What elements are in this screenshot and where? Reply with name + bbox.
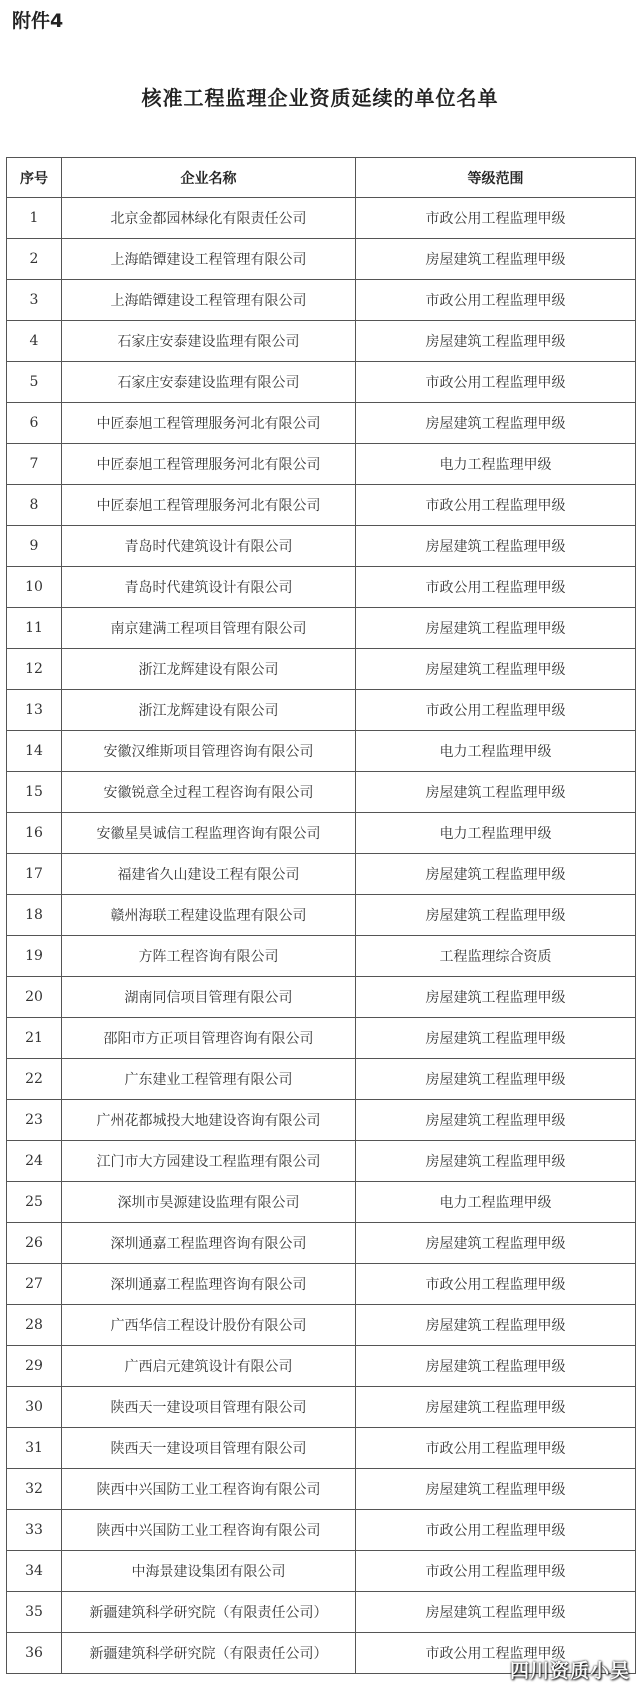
row-index: 30 <box>7 1387 62 1428</box>
company-name: 中匠泰旭工程管理服务河北有限公司 <box>62 444 356 485</box>
row-index: 14 <box>7 731 62 772</box>
row-index: 28 <box>7 1305 62 1346</box>
company-name: 新疆建筑科学研究院（有限责任公司） <box>62 1592 356 1633</box>
table-row <box>7 690 636 731</box>
table-row <box>7 444 636 485</box>
company-name: 中匠泰旭工程管理服务河北有限公司 <box>62 485 356 526</box>
qualification-scope: 房屋建筑工程监理甲级 <box>356 1469 636 1510</box>
company-name: 南京建满工程项目管理有限公司 <box>62 608 356 649</box>
row-index: 1 <box>7 198 62 239</box>
row-index: 20 <box>7 977 62 1018</box>
document-title: 核准工程监理企业资质延续的单位名单 <box>141 86 499 110</box>
qualification-scope: 市政公用工程监理甲级 <box>356 1510 636 1551</box>
table-row <box>7 1223 636 1264</box>
table-row <box>7 936 636 977</box>
company-name: 安徽星昊诚信工程监理咨询有限公司 <box>62 813 356 854</box>
company-name: 深圳通嘉工程监理咨询有限公司 <box>62 1223 356 1264</box>
table-row <box>7 1141 636 1182</box>
company-name: 安徽汉维斯项目管理咨询有限公司 <box>62 731 356 772</box>
qualification-scope: 房屋建筑工程监理甲级 <box>356 526 636 567</box>
qualification-scope: 房屋建筑工程监理甲级 <box>356 1346 636 1387</box>
qualification-scope: 市政公用工程监理甲级 <box>356 1633 636 1674</box>
qualification-scope: 市政公用工程监理甲级 <box>356 690 636 731</box>
table-row <box>7 1551 636 1592</box>
company-name: 湖南同信项目管理有限公司 <box>62 977 356 1018</box>
row-index: 35 <box>7 1592 62 1633</box>
row-index: 24 <box>7 1141 62 1182</box>
company-name: 陕西中兴国防工业工程咨询有限公司 <box>62 1510 356 1551</box>
table-row <box>7 731 636 772</box>
qualification-scope: 房屋建筑工程监理甲级 <box>356 772 636 813</box>
qualification-scope: 房屋建筑工程监理甲级 <box>356 608 636 649</box>
table-row <box>7 813 636 854</box>
table-row <box>7 608 636 649</box>
company-name: 广西华信工程设计股份有限公司 <box>62 1305 356 1346</box>
table-row <box>7 1018 636 1059</box>
company-name: 青岛时代建筑设计有限公司 <box>62 526 356 567</box>
qualification-scope: 房屋建筑工程监理甲级 <box>356 895 636 936</box>
table-row <box>7 485 636 526</box>
company-name: 中匠泰旭工程管理服务河北有限公司 <box>62 403 356 444</box>
row-index: 29 <box>7 1346 62 1387</box>
table-row <box>7 1182 636 1223</box>
table-row <box>7 1059 636 1100</box>
qualification-scope: 房屋建筑工程监理甲级 <box>356 1223 636 1264</box>
qualification-scope: 市政公用工程监理甲级 <box>356 198 636 239</box>
row-index: 3 <box>7 280 62 321</box>
company-name: 广东建业工程管理有限公司 <box>62 1059 356 1100</box>
table-header-row <box>7 158 636 198</box>
qualification-scope: 市政公用工程监理甲级 <box>356 1264 636 1305</box>
row-index: 34 <box>7 1551 62 1592</box>
row-index: 15 <box>7 772 62 813</box>
qualification-scope: 房屋建筑工程监理甲级 <box>356 403 636 444</box>
row-index: 25 <box>7 1182 62 1223</box>
company-name: 上海皓镡建设工程管理有限公司 <box>62 280 356 321</box>
company-name: 浙江龙辉建设有限公司 <box>62 649 356 690</box>
qualification-scope: 市政公用工程监理甲级 <box>356 485 636 526</box>
company-name: 上海皓镡建设工程管理有限公司 <box>62 239 356 280</box>
qualification-scope: 房屋建筑工程监理甲级 <box>356 239 636 280</box>
qualification-scope: 电力工程监理甲级 <box>356 731 636 772</box>
company-name: 赣州海联工程建设监理有限公司 <box>62 895 356 936</box>
company-name: 陕西天一建设项目管理有限公司 <box>62 1428 356 1469</box>
qualification-scope: 房屋建筑工程监理甲级 <box>356 854 636 895</box>
qualification-scope: 房屋建筑工程监理甲级 <box>356 1387 636 1428</box>
header-company-name: 企业名称 <box>62 158 356 198</box>
company-name: 陕西天一建设项目管理有限公司 <box>62 1387 356 1428</box>
company-name: 北京金都园林绿化有限责任公司 <box>62 198 356 239</box>
table-row <box>7 977 636 1018</box>
company-name: 石家庄安泰建设监理有限公司 <box>62 362 356 403</box>
row-index: 19 <box>7 936 62 977</box>
qualification-scope: 电力工程监理甲级 <box>356 813 636 854</box>
qualification-scope: 工程监理综合资质 <box>356 936 636 977</box>
watermark: 四川资质小吴 <box>509 1660 630 1682</box>
row-index: 23 <box>7 1100 62 1141</box>
qualification-scope: 市政公用工程监理甲级 <box>356 1428 636 1469</box>
row-index: 5 <box>7 362 62 403</box>
table-row <box>7 239 636 280</box>
qualification-scope: 电力工程监理甲级 <box>356 444 636 485</box>
table-row <box>7 895 636 936</box>
company-name: 福建省久山建设工程有限公司 <box>62 854 356 895</box>
table-row <box>7 772 636 813</box>
table-row <box>7 1469 636 1510</box>
row-index: 2 <box>7 239 62 280</box>
company-name: 深圳通嘉工程监理咨询有限公司 <box>62 1264 356 1305</box>
row-index: 7 <box>7 444 62 485</box>
qualification-scope: 市政公用工程监理甲级 <box>356 362 636 403</box>
qualification-scope: 房屋建筑工程监理甲级 <box>356 321 636 362</box>
table-row <box>7 526 636 567</box>
qualification-scope: 房屋建筑工程监理甲级 <box>356 1141 636 1182</box>
table-row <box>7 1346 636 1387</box>
company-name: 青岛时代建筑设计有限公司 <box>62 567 356 608</box>
table-row <box>7 1100 636 1141</box>
qualification-scope: 市政公用工程监理甲级 <box>356 1551 636 1592</box>
company-name: 广州花都城投大地建设咨询有限公司 <box>62 1100 356 1141</box>
table-row <box>7 1387 636 1428</box>
qualification-scope: 房屋建筑工程监理甲级 <box>356 1100 636 1141</box>
row-index: 33 <box>7 1510 62 1551</box>
row-index: 6 <box>7 403 62 444</box>
company-table <box>6 157 636 1674</box>
table-row <box>7 1510 636 1551</box>
qualification-scope: 市政公用工程监理甲级 <box>356 567 636 608</box>
row-index: 10 <box>7 567 62 608</box>
table-row <box>7 567 636 608</box>
header-qualification-scope: 等级范围 <box>356 158 636 198</box>
qualification-scope: 房屋建筑工程监理甲级 <box>356 977 636 1018</box>
row-index: 32 <box>7 1469 62 1510</box>
company-name: 中海景建设集团有限公司 <box>62 1551 356 1592</box>
attachment-label: 附件4 <box>12 10 64 32</box>
table-row <box>7 362 636 403</box>
row-index: 22 <box>7 1059 62 1100</box>
qualification-scope: 房屋建筑工程监理甲级 <box>356 1592 636 1633</box>
company-name: 安徽锐意全过程工程咨询有限公司 <box>62 772 356 813</box>
row-index: 21 <box>7 1018 62 1059</box>
qualification-scope: 房屋建筑工程监理甲级 <box>356 1305 636 1346</box>
company-name: 深圳市昊源建设监理有限公司 <box>62 1182 356 1223</box>
row-index: 11 <box>7 608 62 649</box>
table-row <box>7 403 636 444</box>
qualification-scope: 房屋建筑工程监理甲级 <box>356 649 636 690</box>
row-index: 13 <box>7 690 62 731</box>
row-index: 27 <box>7 1264 62 1305</box>
company-name: 广西启元建筑设计有限公司 <box>62 1346 356 1387</box>
table-row <box>7 1428 636 1469</box>
qualification-scope: 市政公用工程监理甲级 <box>356 280 636 321</box>
company-name: 方阵工程咨询有限公司 <box>62 936 356 977</box>
qualification-scope: 电力工程监理甲级 <box>356 1182 636 1223</box>
company-name: 新疆建筑科学研究院（有限责任公司） <box>62 1633 356 1674</box>
row-index: 8 <box>7 485 62 526</box>
row-index: 4 <box>7 321 62 362</box>
company-name: 邵阳市方正项目管理咨询有限公司 <box>62 1018 356 1059</box>
table-row <box>7 1305 636 1346</box>
row-index: 17 <box>7 854 62 895</box>
row-index: 26 <box>7 1223 62 1264</box>
header-index: 序号 <box>7 158 62 198</box>
table-row <box>7 198 636 239</box>
row-index: 36 <box>7 1633 62 1674</box>
company-name: 陕西中兴国防工业工程咨询有限公司 <box>62 1469 356 1510</box>
row-index: 16 <box>7 813 62 854</box>
row-index: 12 <box>7 649 62 690</box>
row-index: 18 <box>7 895 62 936</box>
table-row <box>7 280 636 321</box>
row-index: 9 <box>7 526 62 567</box>
company-name: 江门市大方园建设工程监理有限公司 <box>62 1141 356 1182</box>
table-row <box>7 649 636 690</box>
company-name: 石家庄安泰建设监理有限公司 <box>62 321 356 362</box>
table-row <box>7 854 636 895</box>
qualification-scope: 房屋建筑工程监理甲级 <box>356 1018 636 1059</box>
company-name: 浙江龙辉建设有限公司 <box>62 690 356 731</box>
row-index: 31 <box>7 1428 62 1469</box>
table-row <box>7 321 636 362</box>
table-row <box>7 1592 636 1633</box>
table-row <box>7 1264 636 1305</box>
qualification-scope: 房屋建筑工程监理甲级 <box>356 1059 636 1100</box>
